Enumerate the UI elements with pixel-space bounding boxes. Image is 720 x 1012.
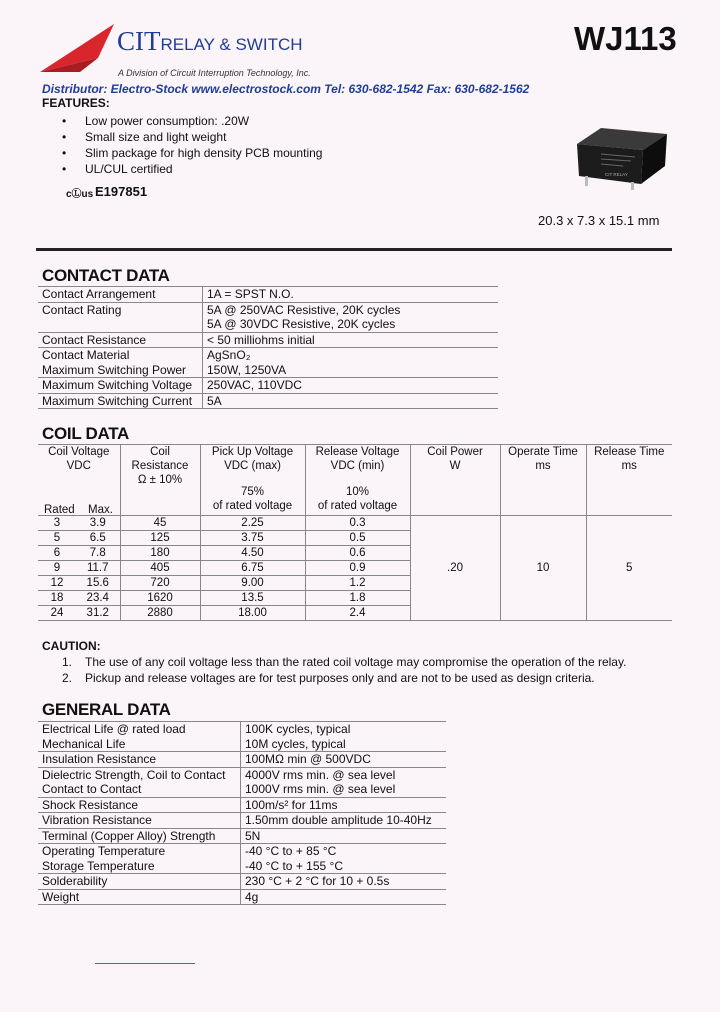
header-line: ms [621, 460, 637, 472]
header-line: Operate Time [508, 446, 578, 458]
relay-product-image [571, 124, 669, 190]
header-line: 10% [345, 486, 370, 498]
coil-header-row [38, 445, 672, 516]
row-label-line: Contact Material [42, 348, 130, 362]
row-value-line: 150W, 1250VA [207, 362, 287, 377]
header-line: of rated voltage [212, 500, 293, 512]
row-value: 5N [241, 828, 447, 844]
row-value [241, 722, 447, 752]
table-row [38, 348, 498, 378]
row-label: Maximum Switching Current [38, 393, 203, 409]
release-voltage: 0.3 [305, 516, 410, 531]
table-row [38, 393, 498, 409]
row-value: 100MΩ min @ 500VDC [241, 752, 447, 768]
coil-power-value: .20 [410, 516, 500, 621]
release-voltage: 0.5 [305, 531, 410, 546]
row-value: < 50 milliohms initial [203, 332, 499, 348]
operate-time-header [500, 445, 586, 516]
table-row [38, 844, 446, 874]
product-dimensions: 20.3 x 7.3 x 15.1 mm [538, 213, 660, 228]
pickup-voltage: 9.00 [200, 576, 305, 591]
feature-item: • Slim package for high density PCB mounting [62, 145, 322, 161]
header-divider [36, 248, 672, 251]
rated-voltage: 3 [38, 516, 76, 531]
release-time-header [586, 445, 672, 516]
header-line: VDC (max) [224, 460, 281, 472]
row-value: 230 °C + 2 °C for 10 + 0.5s [241, 874, 447, 890]
row-label: Contact Arrangement [38, 287, 203, 303]
header-line: Coil Voltage [48, 446, 110, 458]
rated-voltage: 12 [38, 576, 76, 591]
row-label [38, 767, 241, 797]
row-label: Solderability [38, 874, 241, 890]
max-voltage: 3.9 [76, 516, 120, 531]
max-voltage: 11.7 [76, 561, 120, 576]
table-row [38, 874, 446, 890]
certificate-number: E197851 [95, 184, 148, 199]
header-line: Coil [150, 446, 170, 458]
row-value-line: 1000V rms min. @ sea level [245, 782, 396, 796]
general-data-table [38, 721, 446, 905]
logo-division: A Division of Circuit Interruption Technology, Inc. [118, 68, 311, 78]
coil-data-table [38, 444, 672, 621]
coil-power-header [410, 445, 500, 516]
row-value-line: 100K cycles, typical [245, 722, 351, 736]
header-line: 75% [240, 486, 265, 498]
max-voltage: 31.2 [76, 606, 120, 621]
caution-heading: CAUTION: [42, 639, 101, 653]
table-row [38, 378, 498, 394]
header-line: of rated voltage [317, 500, 398, 512]
coil-voltage-header [38, 445, 120, 516]
coil-resistance: 45 [120, 516, 200, 531]
caution-text: Pickup and release voltages are for test purposes only and are not to be used as design criteria. [85, 671, 595, 685]
feature-item: • UL/CUL certified [62, 161, 322, 177]
header-line: Release Voltage [315, 446, 400, 458]
contact-data-table [38, 286, 498, 409]
row-value: 1A = SPST N.O. [203, 287, 499, 303]
header-line: W [449, 460, 461, 472]
row-label-line: Electrical Life @ rated load [42, 722, 186, 736]
ul-certification-icon: cⓁus [66, 189, 94, 200]
row-label [38, 722, 241, 752]
feature-item: • Low power consumption: .20W [62, 113, 322, 129]
header-line: Release Time [594, 446, 665, 458]
table-row [38, 797, 446, 813]
pickup-voltage-header [200, 445, 305, 516]
part-number: WJ113 [574, 20, 677, 57]
row-value: 1.50mm double amplitude 10-40Hz [241, 813, 447, 829]
header-line: ms [535, 460, 551, 472]
row-value: 4g [241, 889, 447, 905]
release-voltage: 2.4 [305, 606, 410, 621]
row-label: Insulation Resistance [38, 752, 241, 768]
coil-resistance: 720 [120, 576, 200, 591]
caution-item [62, 654, 626, 670]
max-voltage: 7.8 [76, 546, 120, 561]
row-value [203, 302, 499, 332]
release-voltage: 1.8 [305, 591, 410, 606]
relay-case-label: CIT RELAY [605, 172, 628, 177]
row-label: Weight [38, 889, 241, 905]
max-voltage: 23.4 [76, 591, 120, 606]
max-voltage: 15.6 [76, 576, 120, 591]
logo-brand: CIT [117, 26, 161, 56]
row-label: Maximum Switching Voltage [38, 378, 203, 394]
row-label: Contact Rating [38, 302, 203, 332]
coil-resistance-header [120, 445, 200, 516]
coil-resistance: 2880 [120, 606, 200, 621]
row-label-line: Mechanical Life [42, 736, 126, 751]
release-voltage-header [305, 445, 410, 516]
logo-swoosh-icon [40, 22, 120, 74]
caution-list [62, 654, 626, 686]
table-row [38, 752, 446, 768]
coil-resistance: 180 [120, 546, 200, 561]
table-row [38, 889, 446, 905]
row-value-line: 10M cycles, typical [245, 736, 346, 751]
row-label-line: Dielectric Strength, Coil to Contact [42, 767, 226, 782]
pickup-voltage: 18.00 [200, 606, 305, 621]
row-label-line: Storage Temperature [42, 858, 155, 873]
feature-item: • Small size and light weight [62, 129, 322, 145]
row-value-line: 5A @ 250VAC Resistive, 20K cycles [207, 302, 401, 317]
caution-number: 2. [62, 671, 73, 685]
header-line: Ω ± 10% [137, 474, 183, 486]
caution-item [62, 670, 626, 686]
row-value-line: AgSnO₂ [207, 348, 251, 362]
max-subheader: Max. [88, 504, 113, 516]
table-row [38, 516, 672, 531]
contact-data-heading: CONTACT DATA [42, 266, 170, 285]
row-value: 5A [203, 393, 499, 409]
table-row [38, 332, 498, 348]
row-value-line: -40 °C to + 155 °C [245, 858, 343, 873]
features-list [62, 113, 322, 177]
header-line: VDC (min) [330, 460, 385, 472]
table-row [38, 828, 446, 844]
row-label [38, 844, 241, 874]
rated-voltage: 5 [38, 531, 76, 546]
row-label: Vibration Resistance [38, 813, 241, 829]
row-label: Shock Resistance [38, 797, 241, 813]
coil-resistance: 125 [120, 531, 200, 546]
row-value: 250VAC, 110VDC [203, 378, 499, 394]
release-voltage: 0.6 [305, 546, 410, 561]
header-line: Resistance [131, 460, 189, 472]
table-row [38, 722, 446, 752]
pickup-voltage: 2.25 [200, 516, 305, 531]
footer-link-line[interactable] [95, 963, 195, 964]
caution-text: The use of any coil voltage less than the rated coil voltage may compromise the operation of the relay. [85, 655, 627, 669]
release-time-value: 5 [586, 516, 672, 621]
pickup-voltage: 4.50 [200, 546, 305, 561]
caution-number: 1. [62, 655, 73, 669]
row-value-line: 4000V rms min. @ sea level [245, 767, 396, 782]
coil-data-heading: COIL DATA [42, 424, 130, 443]
max-voltage: 6.5 [76, 531, 120, 546]
table-row [38, 813, 446, 829]
distributor-line: Distributor: Electro-Stock www.electrostock.com Tel: 630-682-1542 Fax: 630-682-1562 [42, 82, 530, 96]
coil-resistance: 405 [120, 561, 200, 576]
pickup-voltage: 3.75 [200, 531, 305, 546]
row-label: Contact Resistance [38, 332, 203, 348]
row-value [241, 844, 447, 874]
header-line: VDC [66, 460, 91, 472]
table-row [38, 767, 446, 797]
operate-time-value: 10 [500, 516, 586, 621]
row-label-line: Maximum Switching Power [42, 362, 187, 377]
row-value-line: -40 °C to + 85 °C [245, 844, 337, 858]
pickup-voltage: 13.5 [200, 591, 305, 606]
row-label [38, 348, 203, 378]
row-label: Terminal (Copper Alloy) Strength [38, 828, 241, 844]
row-value [203, 348, 499, 378]
row-value: 100m/s² for 11ms [241, 797, 447, 813]
row-label-line: Operating Temperature [42, 844, 166, 858]
header-line: Coil Power [427, 446, 483, 458]
rated-voltage: 18 [38, 591, 76, 606]
rated-voltage: 24 [38, 606, 76, 621]
general-data-heading: GENERAL DATA [42, 700, 171, 719]
release-voltage: 0.9 [305, 561, 410, 576]
release-voltage: 1.2 [305, 576, 410, 591]
rated-voltage: 9 [38, 561, 76, 576]
table-row [38, 302, 498, 332]
features-heading: FEATURES: [42, 96, 110, 110]
rated-subheader: Rated [44, 504, 75, 516]
logo [117, 26, 303, 57]
header-line: Pick Up Voltage [211, 446, 294, 458]
coil-resistance: 1620 [120, 591, 200, 606]
row-value [241, 767, 447, 797]
logo-subtitle: RELAY & SWITCH [160, 35, 303, 54]
pickup-voltage: 6.75 [200, 561, 305, 576]
rated-voltage: 6 [38, 546, 76, 561]
row-label-line: Contact to Contact [42, 782, 142, 796]
row-value-line: 5A @ 30VDC Resistive, 20K cycles [207, 317, 396, 331]
table-row [38, 287, 498, 303]
